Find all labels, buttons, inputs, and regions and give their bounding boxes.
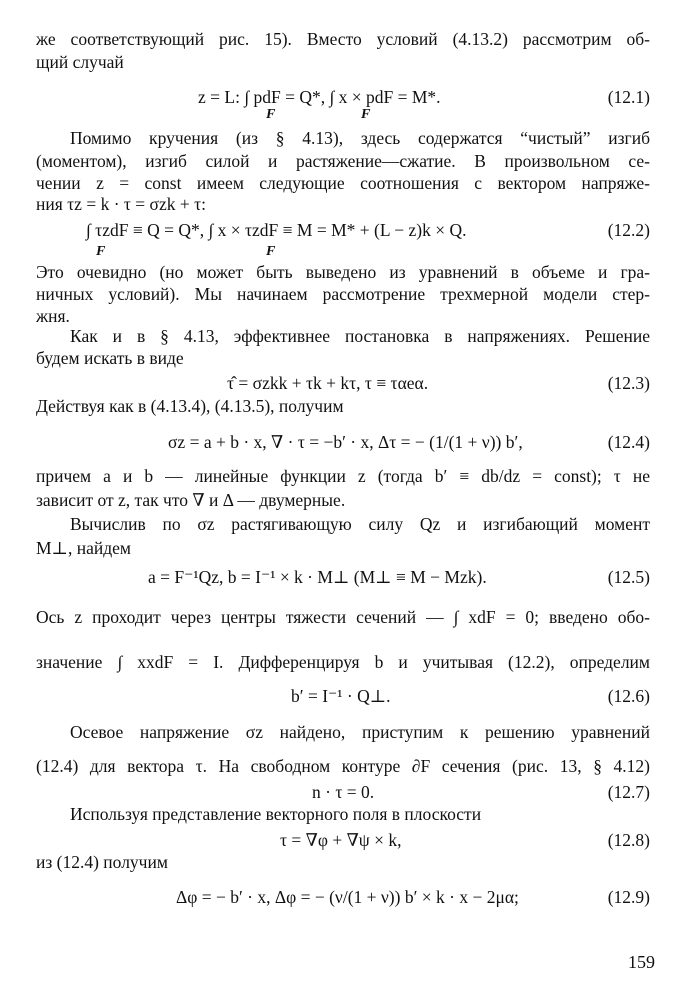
text-line: Используя представление векторного поля в плоскости bbox=[70, 804, 482, 824]
equation-12-5: a = F⁻¹Qz, b = I⁻¹ × k · M⊥ (M⊥ ≡ M − Mzk). bbox=[148, 567, 487, 587]
text-line: жня. bbox=[36, 306, 70, 326]
equation-number: (12.3) bbox=[607, 373, 650, 393]
text-line: причем a и b — линейные функции z (тогда b′ ≡ db/dz = const); τ не bbox=[36, 466, 650, 486]
equation-number: (12.9) bbox=[607, 887, 650, 907]
equation-12-4: σz = a + b · x, ∇ · τ = −b′ · x, Δτ = − (1/(1 + ν)) b′, bbox=[168, 432, 523, 452]
text-line: Как и в § 4.13, эффективнее постановка в напряжениях. Решение bbox=[70, 326, 650, 346]
equation-12-6: b′ = I⁻¹ · Q⊥. bbox=[291, 686, 391, 706]
equation-12-1: z = L: ∫ pdF = Q*, ∫ x × pdF = M*. bbox=[198, 87, 441, 107]
text-line: же соответствующий рис. 15). Вместо условий (4.13.2) рассмотрим об- bbox=[36, 29, 650, 49]
text-line: щий случай bbox=[36, 52, 124, 72]
text-line: Это очевидно (но может быть выведено из уравнений в объеме и гра- bbox=[36, 262, 650, 282]
integral-subscript: F bbox=[266, 244, 276, 259]
integral-subscript: F bbox=[96, 244, 106, 259]
text-line: Помимо кручения (из § 4.13), здесь содержатся “чистый” изгиб bbox=[70, 128, 650, 148]
text-line: Действуя как в (4.13.4), (4.13.5), получим bbox=[36, 396, 344, 416]
integral-subscript: F bbox=[361, 107, 371, 122]
equation-number: (12.4) bbox=[607, 432, 650, 452]
page-number: 159 bbox=[628, 952, 655, 972]
text-line: зависит от z, так что ∇ и Δ — двумерные. bbox=[36, 490, 346, 510]
text-line: (12.4) для вектора τ. На свободном контуре ∂F сечения (рис. 13, § 4.12) bbox=[36, 756, 650, 776]
equation-12-2: ∫ τzdF ≡ Q = Q*, ∫ x × τzdF ≡ M = M* + (L − z)k × Q. bbox=[86, 220, 467, 240]
text-line: ничных условий). Мы начинаем рассмотрение трехмерной модели стер- bbox=[36, 284, 650, 304]
equation-number: (12.7) bbox=[607, 782, 650, 802]
text-line: (моментом), изгиб силой и растяжение—сжатие. В произвольном се- bbox=[36, 151, 650, 171]
equation-number: (12.2) bbox=[607, 220, 650, 240]
text-line: значение ∫ xxdF = I. Дифференцируя b и учитывая (12.2), определим bbox=[36, 652, 650, 672]
text-line: из (12.4) получим bbox=[36, 852, 168, 872]
text-line: M⊥, найдем bbox=[36, 538, 132, 558]
text-line: Вычислив по σz растягивающую силу Qz и изгибающий момент bbox=[70, 514, 650, 534]
equation-12-9: Δφ = − b′ · x, Δφ = − (ν/(1 + ν)) b′ × k · x − 2μα; bbox=[176, 887, 519, 907]
equation-12-8: τ = ∇φ + ∇ψ × k, bbox=[280, 830, 402, 850]
equation-number: (12.1) bbox=[607, 87, 650, 107]
equation-12-3: τ̂ = σzkk + τk + kτ, τ ≡ ταeα. bbox=[227, 373, 429, 393]
equation-12-7: n · τ = 0. bbox=[312, 782, 375, 802]
equation-number: (12.6) bbox=[607, 686, 650, 706]
integral-subscript: F bbox=[266, 107, 276, 122]
text-line: будем искать в виде bbox=[36, 348, 184, 368]
text-line: Осевое напряжение σz найдено, приступим к решению уравнений bbox=[70, 722, 650, 742]
equation-number: (12.8) bbox=[607, 830, 650, 850]
text-line: чении z = const имеем следующие соотношения с вектором напряже- bbox=[36, 173, 650, 193]
text-line: Ось z проходит через центры тяжести сечений — ∫ xdF = 0; введено обо- bbox=[36, 607, 650, 627]
text-line: ния τz = k · τ = σzk + τ: bbox=[36, 194, 207, 214]
equation-number: (12.5) bbox=[607, 567, 650, 587]
